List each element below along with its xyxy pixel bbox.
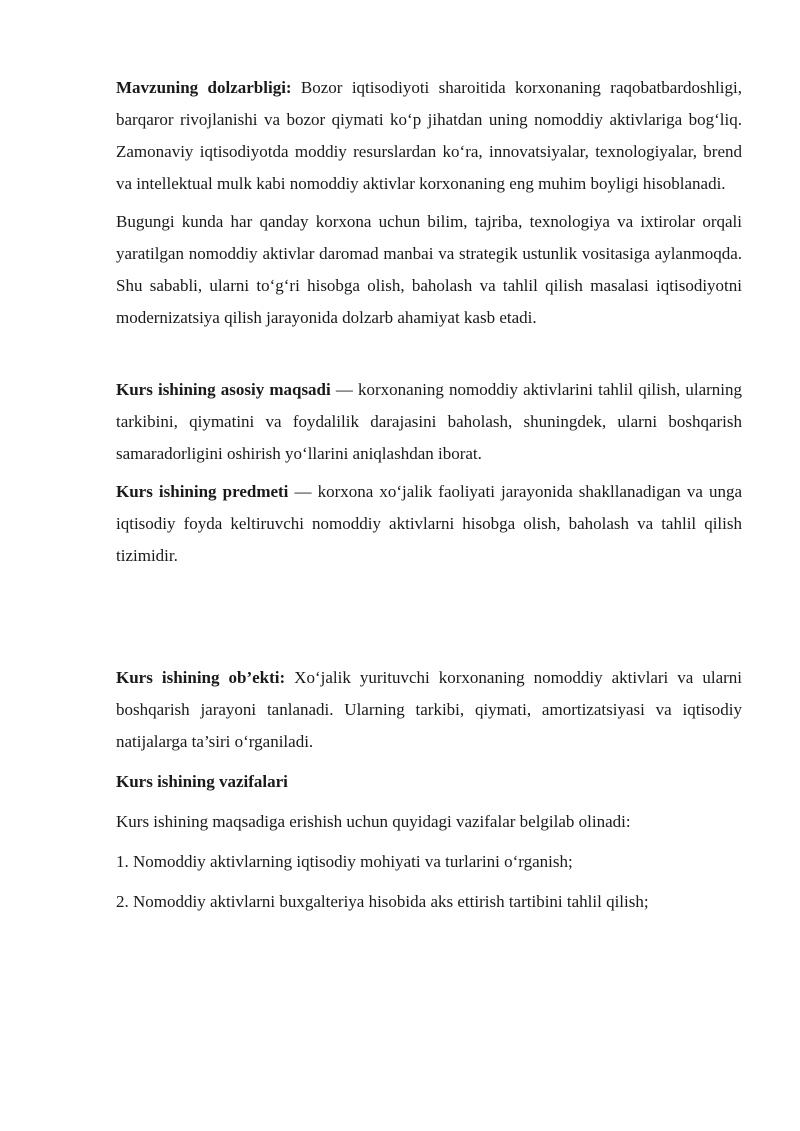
- tasks-heading: Kurs ishining vazifalari: [116, 772, 288, 791]
- subject-label: Kurs ishining predmeti: [116, 482, 289, 501]
- object-paragraph: [116, 662, 742, 758]
- tasks-intro: Kurs ishining maqsadiga erishish uchun quyidagi vazifalar belgilab olinadi:: [116, 812, 631, 831]
- object-text: Xo‘jalik yurituvchi korxonaning nomoddiy aktivlari va ularni boshqarish jarayoni tanlanadi. Ularning tarkibi, qiymati, amortizatsiyasi va iqtisodiy natijalarga ta’siri o‘rganiladi.: [116, 668, 742, 751]
- object-label: Kurs ishining ob’ekti:: [116, 668, 286, 687]
- today-paragraph: Bugungi kunda har qanday korxona uchun bilim, tajriba, texnologiya va ixtirolar orqali yaratilgan nomoddiy aktivlar daromad manbai va strategik ustunlik vositasiga aylanmoqda. Shu sababli, ularni to‘g‘ri hisobga olish, baholash va tahlil qilish masalasi iqtisodiyotni modernizatsiya qilish jarayonida dolzarb ahamiyat kasb etadi.: [116, 212, 742, 327]
- subject-paragraph: [116, 476, 742, 572]
- list-item: 2. Nomoddiy aktivlarni buxgalteriya hisobida aks ettirish tartibini tahlil qilish;: [116, 892, 649, 911]
- relevance-text: Bozor iqtisodiyoti sharoitida korxonaning raqobatbardoshligi, barqaror rivojlanishi va bozor qiymati ko‘p jihatdan uning nomoddiy aktivlariga bog‘liq. Zamonaviy iqtisodiyotda moddiy resurslardan ko‘ra, innovatsiyalar, texnologiyalar, brend va intellektual mulk kabi nomoddiy aktivlar korxonaning eng muhim boyligi hisoblanadi.: [116, 78, 742, 193]
- goal-text: korxonaning nomoddiy aktivlarini tahlil qilish, ularning tarkibini, qiymatini va foydalilik darajasini baholash, shuningdek, ularni boshqarish samaradorligini oshirish yo‘llarini aniqlashdan iborat.: [116, 380, 743, 463]
- subject-text: korxona xo‘jalik faoliyati jarayonida shakllanadigan va unga iqtisodiy foyda keltiruvchi nomoddiy aktivlarni hisobga olish, baholash va tahlil qilish tizimidir.: [116, 482, 743, 565]
- document-page: [116, 72, 742, 918]
- relevance-label: Mavzuning dolzarbligi:: [116, 78, 292, 97]
- subject-dash: —: [288, 482, 318, 501]
- goal-dash: —: [330, 380, 358, 399]
- list-item: 1. Nomoddiy aktivlarning iqtisodiy mohiyati va turlarini o‘rganish;: [116, 852, 573, 871]
- goal-paragraph: [116, 374, 742, 470]
- goal-label: Kurs ishining asosiy maqsadi: [116, 380, 331, 399]
- relevance-paragraph: [116, 72, 742, 200]
